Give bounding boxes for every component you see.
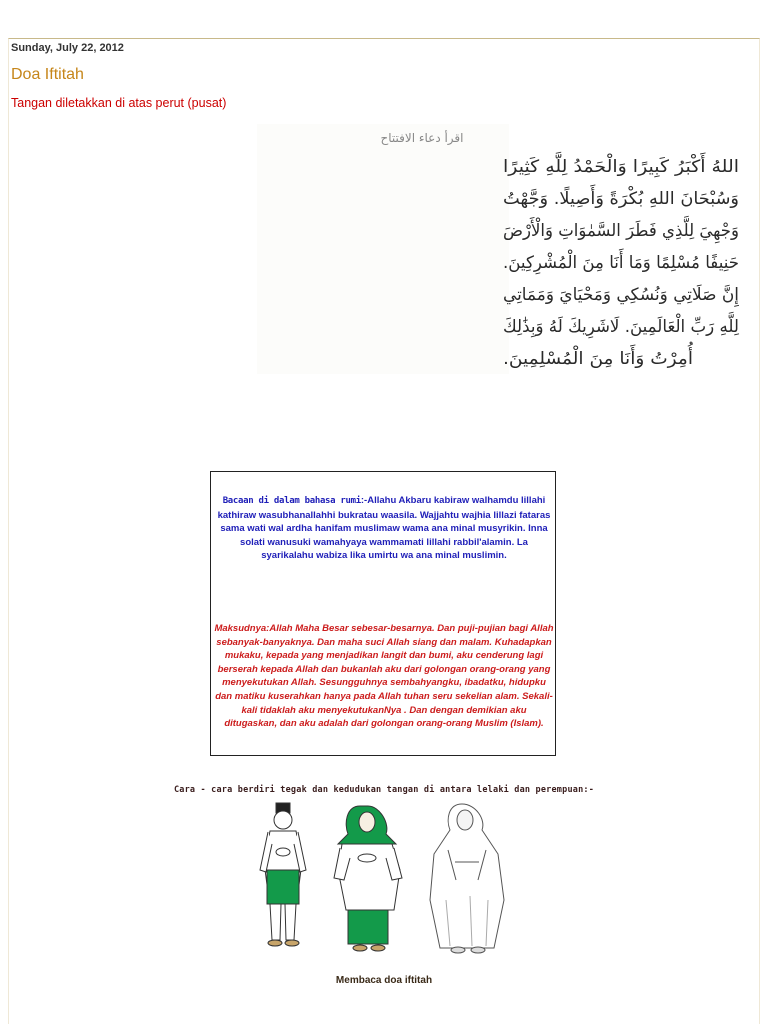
arabic-line-4: حَنِيفًا مُسْلِمًا وَمَا أَنَا مِنَ الْمُشْرِكِينَ. bbox=[503, 253, 745, 273]
woman-figure bbox=[334, 806, 402, 951]
man-figure bbox=[260, 803, 306, 946]
meaning-text: Maksudnya:Allah Maha Besar sebesar-besarnya. Dan puji-pujian bagi Allah sebanyak-banyaknya. Dan maha suci Allah siang dan malam. Kuhadapkan mukaku, kepada yang menjadikan langit dan bumi, aku cenderung lagi berserah kepada Allah dan bukanlah aku dari golongan orang-orang yang menyekutukan Allah. Sesungguhnya sembahyangku, ibadatku, hidupku dan matiku kuserahkan hanya pada Allah tuhan seru sekelian alam. Sekali-kali tidaklah aku menyekutukanNya . Dan dengan demikian aku ditugaskan, dan aku adalah dari golongan orang-orang Muslim (Islam). bbox=[214, 623, 554, 730]
arabic-line-1: اللهُ أَكْبَرُ كَبِيرًا وَالْحَمْدُ لِلَّهِ كَثِيرًا bbox=[503, 157, 715, 177]
standing-heading: Cara - cara berdiri tegak dan kedudukan tangan di antara lelaki dan perempuan:- bbox=[173, 785, 595, 795]
arabic-line-7: أُمِرْتُ وَأَنَا مِنَ الْمُسْلِمِينَ. bbox=[503, 349, 678, 369]
arabic-line-5: إِنَّ صَلَاتِي وَنُسُكِي وَمَحْيَايَ وَمَمَاتِي bbox=[503, 285, 741, 305]
arabic-line-2: وَسُبْحَانَ اللهِ بُكْرَةً وَأَصِيلًا. وَجَّهْتُ bbox=[503, 189, 730, 209]
arabic-line-3: وَجْهِيَ لِلَّذِي فَطَرَ السَّمٰوَاتِ وَالْأَرْضَ bbox=[503, 221, 746, 241]
figure-caption: Membaca doa iftitah bbox=[335, 975, 433, 986]
rumi-lead: Bacaan di dalam bahasa rumi bbox=[222, 496, 361, 506]
arabic-line-6: لِلَّهِ رَبِّ الْعَالَمِينَ. لَاشَرِيكَ لَهُ وَبِذَٰلِكَ bbox=[503, 317, 744, 337]
post-title[interactable]: Doa Iftitah bbox=[11, 66, 84, 83]
woman-white-figure bbox=[430, 804, 504, 953]
post-subtitle: Tangan diletakkan di atas perut (pusat) bbox=[11, 96, 227, 110]
post-date: Sunday, July 22, 2012 bbox=[11, 42, 124, 54]
rumi-text: :-Allahu Akbaru kabiraw walhamdu lillahi kathiraw wasubhanallahhi bukratau waasila. Wajjahtu wajhia lillazi fataras sama wati wal ardha hanifam muslimaw wama ana minal musyrikin. Inna solati wanusuki wamahyaya wammamati lillahi rabbil'alamin. La syarikalahu wabiza lika umirtu wa ana minal muslimin. bbox=[217, 495, 551, 562]
arabic-header: اقرأ دعاء الافتتاح bbox=[380, 131, 464, 145]
standing-figures-image bbox=[250, 800, 520, 956]
rumi-reading bbox=[214, 494, 554, 563]
arabic-prayer-image bbox=[257, 124, 746, 374]
